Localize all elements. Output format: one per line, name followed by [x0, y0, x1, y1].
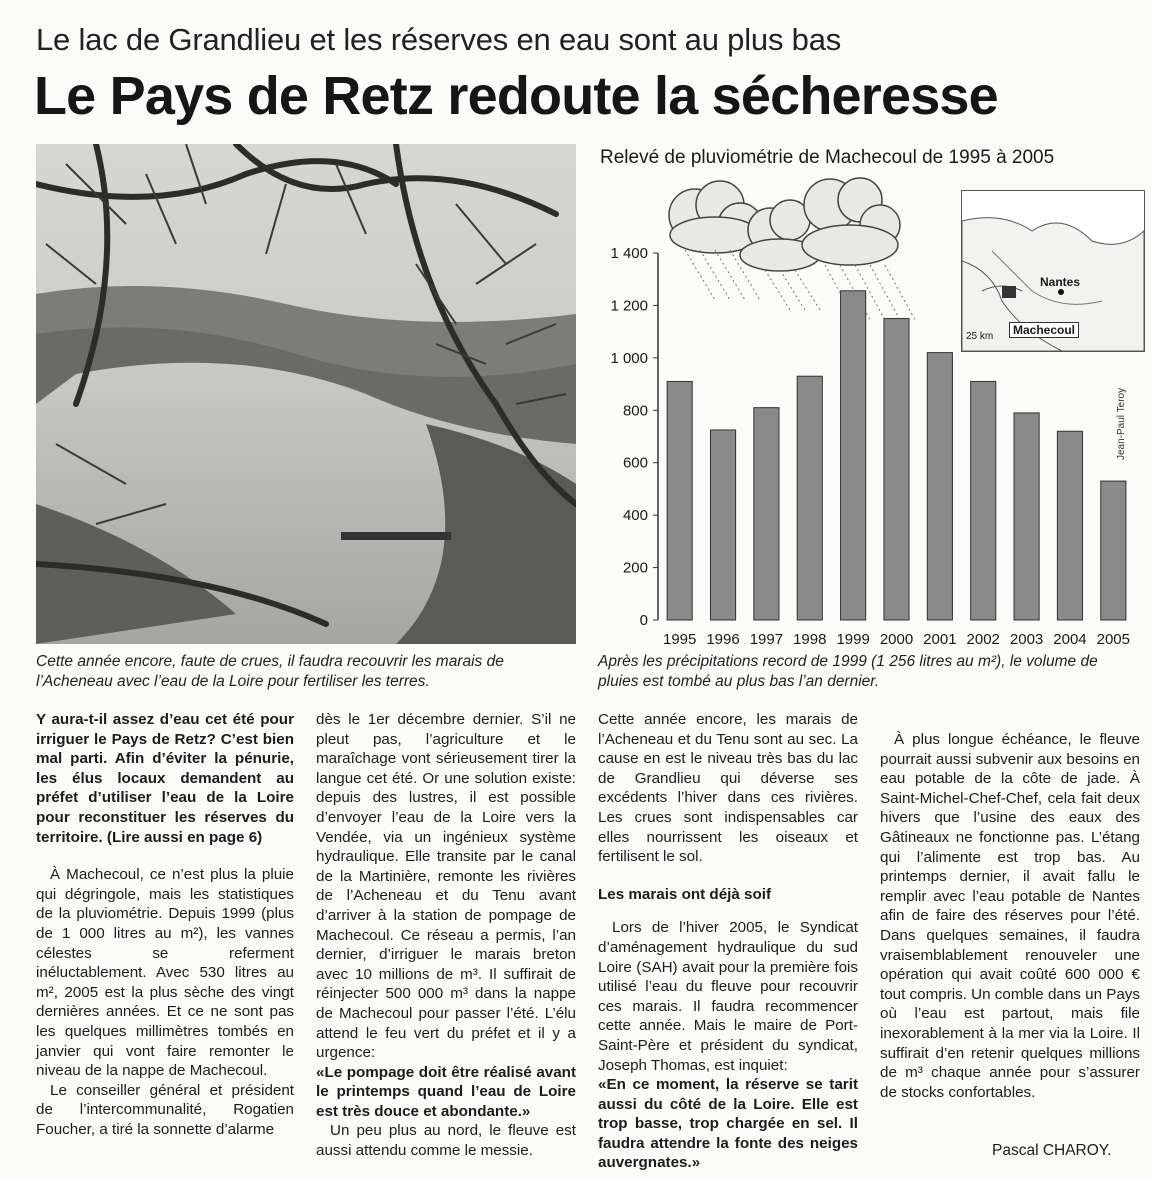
bar-1995: [667, 381, 692, 620]
x-tick-label: 1999: [836, 631, 870, 648]
bar-2002: [971, 381, 996, 620]
photo-lake-marsh: [36, 144, 576, 644]
article-col-1: [36, 710, 294, 1139]
x-tick-label: 2000: [879, 631, 914, 648]
bar-1997: [754, 408, 779, 620]
article-quote: «Le pompage doit être réalisé avant le printemps quand l’eau de Loire est très douce et abondante.»: [316, 1063, 576, 1120]
y-tick-label: 1 200: [610, 297, 648, 315]
article-paragraph: Lors de l’hiver 2005, le Syndicat d’aménagement hydraulique du sud Loire (SAH) avait pour la première fois utilisé l’eau du fleuve pour recouvrir ces marais. Il faudra recommencer cette année. Mais le maire de Port-Saint-Père et président du syndicat, Joseph Thomas, est inquiet:: [598, 919, 858, 1074]
x-tick-label: 1997: [749, 631, 784, 648]
article-paragraph: Le conseiller général et président de l’intercommunalité, Rogatien Foucher, a tiré la sonnette d’alarme: [36, 1081, 294, 1138]
article-lede: Y aura-t-il assez d’eau cet été pour irriguer le Pays de Retz? C’est bien mal parti. Afin d’éviter la pénurie, les élus locaux demandent au préfet d’utiliser l’eau de la Loire pour reconstituer les réserves du territoire. (Lire aussi en page 6): [36, 711, 294, 846]
x-tick-label: 1998: [793, 631, 827, 648]
y-tick-label: 400: [622, 507, 648, 525]
article-paragraph: À Machecoul, ce n’est plus la pluie qui dégringole, mais les statistiques de la pluviométrie. Depuis 1999 (plus de 1 000 litres au m²), les vannes célestes se referment inéluctablement. Avec 530 litres au m², 2005 est la plus sèche des vingt dernières années. Et ce ne sont pas les quelques millimètres tombés en janvier qui vont faire remonter le niveau de la nappe de Machecoul.: [36, 866, 294, 1080]
article-col-3: [598, 710, 858, 1173]
chart-title: Relevé de pluviométrie de Machecoul de 1995 à 2005: [600, 147, 1055, 168]
headline: Le Pays de Retz redoute la sécheresse: [34, 66, 998, 126]
photo-caption: Cette année encore, faute de crues, il faudra recouvrir les marais de l’Acheneau avec l’eau de la Loire pour fertiliser les terres.: [36, 653, 504, 690]
bar-2003: [1014, 413, 1039, 620]
bar-2001: [927, 353, 952, 620]
y-tick-label: 800: [622, 402, 648, 420]
photo-credit: Jean-Paul Teroy: [1116, 387, 1127, 460]
cloud-rain-illustration: [669, 178, 915, 320]
map-label-machecoul: Machecoul: [1009, 322, 1079, 338]
article-paragraph: À plus longue échéance, le fleuve pourrait aussi subvenir aux besoins en eau potable de la côte de jade. À Saint-Michel-Chef-Chef, cela fait deux hivers que l’usine des eaux des Gâtineaux ne fonctionne pas. L’étang qui l’alimente est trop bas. Au printemps dernier, il avait fallu le remplir avec l’eau potable de Nantes afin de faire des réserves pour l’été. Dans quelques semaines, il faudra vraisemblablement renouveler une opération qui avait coûté 600 000 € tout compris. Un comble dans un Pays où l’eau est partout, mais file inexorablement à la mer via la Loire. Il suffirait d’en retenir quelques millions de m³ chaque année pour s’assurer de stocks confortables.: [880, 731, 1140, 1101]
kicker: Le lac de Grandlieu et les réserves en eau sont au plus bas: [36, 22, 842, 57]
bar-1998: [797, 376, 822, 620]
x-tick-label: 2005: [1096, 631, 1131, 648]
bar-1999: [841, 291, 866, 620]
article-col-4: [880, 730, 1140, 1102]
bar-2004: [1057, 431, 1082, 620]
article-col-2: [316, 710, 576, 1161]
x-tick-label: 2002: [966, 631, 1000, 648]
article-subhead: Les marais ont déjà soif: [598, 885, 772, 903]
article-paragraph: Un peu plus au nord, le fleuve est aussi attendu comme le messie.: [316, 1122, 576, 1160]
x-tick-label: 1995: [662, 631, 697, 648]
article-quote: «En ce moment, la réserve se tarit aussi du côté de la Loire. Elle est trop basse, trop chargée en sel. Il faudra attendre la fonte des neiges auvergnates.»: [598, 1076, 858, 1172]
map-scale: 25 km: [966, 331, 994, 342]
x-tick-label: 1996: [706, 631, 740, 648]
map-label-nantes: Nantes: [1040, 275, 1081, 289]
byline: Pascal CHAROY.: [992, 1142, 1112, 1159]
article-paragraph: Cette année encore, les marais de l’Acheneau et du Tenu sont au sec. La cause en est le niveau très bas du lac de Grandlieu qui déverse ses excédents l’hiver dans ces rivières. Les crues sont indispensables car elles nourrissent les oiseaux et fertilisent le sol.: [598, 711, 858, 866]
x-tick-label: 2004: [1053, 631, 1087, 648]
y-tick-label: 1 400: [610, 245, 648, 262]
y-tick-label: 200: [622, 559, 648, 577]
photo-illustration: [36, 144, 576, 644]
chart-caption: Après les précipitations record de 1999 (1 256 litres au m²), le volume de pluies est tombé au plus bas l’an dernier.: [598, 653, 1098, 690]
bar-2005: [1101, 481, 1126, 620]
y-tick-label: 600: [622, 454, 648, 472]
y-tick-label: 0: [639, 612, 648, 629]
x-tick-label: 2001: [923, 631, 957, 648]
bar-1996: [710, 430, 735, 620]
article-paragraph: dès le 1er décembre dernier. S’il ne pleut pas, l’agriculture et le maraîchage vont sérieusement tirer la langue cet été. Or une solution existe: depuis des lustres, il est possible d’envoyer l’eau de la Loire vers la Vendée, via un ingénieux système hydraulique. Elle transite par le canal de la Martinière, remonte les rivières de l’Acheneau et du Tenu avant d’arriver à la station de pompage de Machecoul. Ce réseau a permis, l’an dernier, d’irriguer le marais breton avec 10 millions de m³. Il suffirait de réinjecter 500 000 m³ dans la nappe de Machecoul pour passer l’été. L’élu attend le feu vert du préfet et il y a urgence:: [316, 711, 576, 1062]
x-tick-label: 2003: [1009, 631, 1044, 648]
bar-2000: [884, 319, 909, 620]
y-tick-label: 1 000: [610, 349, 648, 367]
location-map: [961, 190, 1145, 352]
